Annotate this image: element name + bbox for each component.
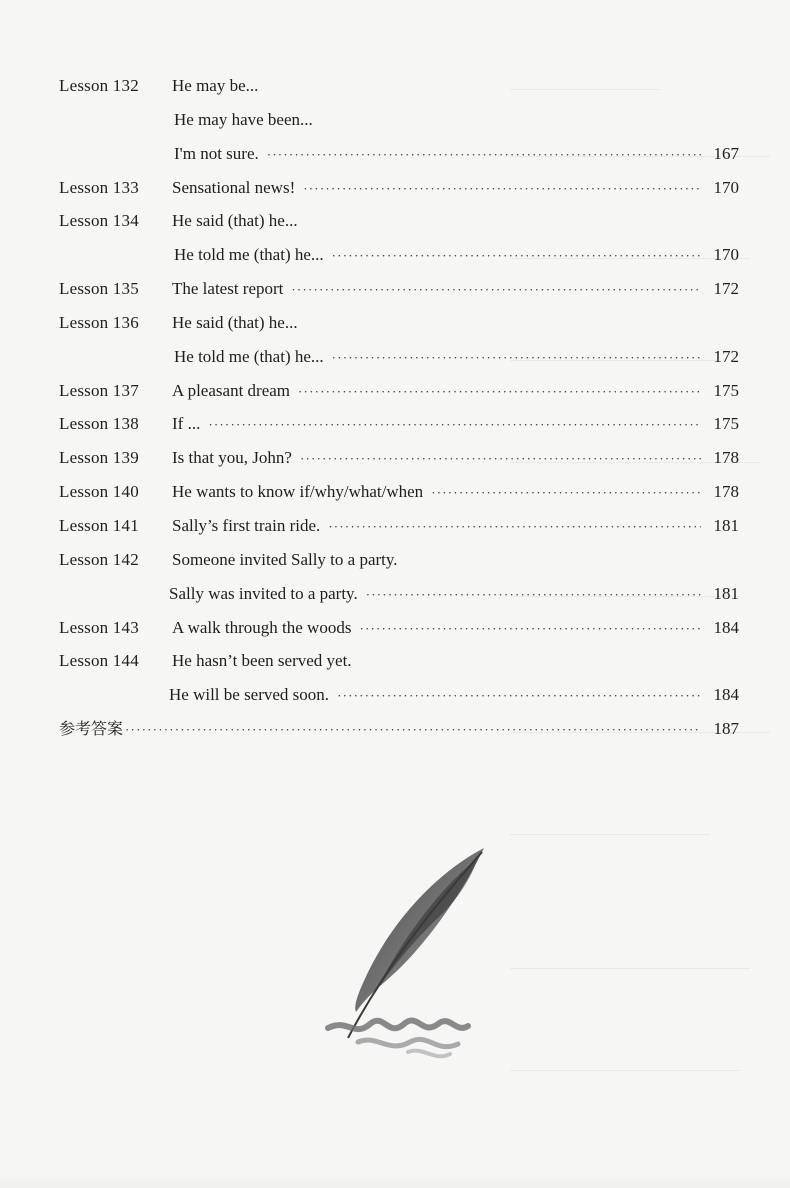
dot-leader	[431, 476, 701, 510]
page-number: 175	[713, 414, 739, 434]
page-number: 178	[713, 482, 739, 502]
lesson-number: Lesson 136	[59, 312, 139, 332]
dot-leader	[125, 713, 701, 747]
lesson-number: Lesson 142	[59, 549, 139, 569]
lesson-title: He said (that) he...	[172, 211, 298, 231]
lesson-number: Lesson 134	[59, 211, 139, 231]
toc-entry	[172, 171, 739, 206]
lesson-title: The latest report	[172, 279, 284, 299]
dot-leader	[359, 612, 701, 646]
toc-row-answers[interactable]	[59, 712, 739, 746]
toc-entry	[172, 644, 739, 678]
dot-leader	[303, 172, 701, 206]
dot-leader	[328, 510, 701, 544]
lesson-title: Sensational news!	[172, 177, 296, 197]
lesson-title: Sally was invited to a party.	[169, 583, 358, 603]
toc-row[interactable]	[59, 611, 739, 645]
lesson-title: He said (that) he...	[172, 312, 298, 332]
toc-row[interactable]	[59, 171, 739, 205]
page-number: 178	[713, 448, 739, 468]
dot-leader	[366, 578, 701, 612]
lesson-title: He may have been...	[174, 109, 313, 129]
toc-entry	[174, 137, 739, 172]
lesson-number: Lesson 139	[59, 448, 139, 468]
toc-row[interactable]	[59, 441, 739, 475]
dot-leader	[332, 341, 701, 375]
lesson-number: Lesson 135	[59, 279, 139, 299]
toc-row[interactable]	[59, 137, 739, 171]
dot-leader	[267, 138, 701, 172]
page-number: 181	[713, 583, 739, 603]
dot-leader	[291, 273, 701, 307]
lesson-title: A pleasant dream	[172, 380, 291, 400]
lesson-title: He will be served soon.	[169, 685, 330, 705]
toc-entry	[59, 712, 739, 747]
page-number: 170	[713, 177, 739, 197]
lesson-number: Lesson 133	[59, 177, 139, 197]
dot-leader	[298, 375, 701, 409]
ink-scribble	[408, 1051, 450, 1057]
table-of-contents	[59, 69, 739, 746]
toc-row[interactable]	[59, 475, 739, 509]
toc-entry	[172, 407, 739, 442]
dot-leader	[332, 239, 701, 273]
lesson-title: I'm not sure.	[174, 143, 259, 163]
page-number: 184	[713, 617, 739, 637]
toc-row[interactable]	[59, 340, 739, 374]
lesson-number: Lesson 137	[59, 380, 139, 400]
page-number: 181	[713, 515, 739, 535]
dot-leader	[208, 408, 701, 442]
toc-row[interactable]	[59, 577, 739, 611]
page-number: 172	[713, 346, 739, 366]
toc-entry	[172, 611, 739, 646]
ink-scribble	[358, 1039, 458, 1046]
toc-entry	[172, 509, 739, 544]
toc-row[interactable]	[59, 407, 739, 441]
page-number: 187	[713, 719, 739, 739]
ink-scribble	[328, 1021, 468, 1030]
toc-entry	[172, 272, 739, 307]
dot-leader	[300, 442, 701, 476]
lesson-title: He told me (that) he...	[174, 346, 324, 366]
lesson-title: A walk through the woods	[172, 617, 352, 637]
toc-entry	[174, 340, 739, 375]
lesson-title: Is that you, John?	[172, 448, 292, 468]
lesson-title: Someone invited Sally to a party.	[172, 549, 398, 569]
toc-row[interactable]	[59, 374, 739, 408]
toc-entry	[172, 475, 739, 510]
lesson-number: Lesson 141	[59, 515, 139, 535]
toc-row[interactable]	[59, 238, 739, 272]
toc-entry	[174, 238, 739, 273]
page-number: 172	[713, 279, 739, 299]
toc-entry	[169, 678, 739, 713]
toc-row[interactable]	[59, 272, 739, 306]
dot-leader	[337, 679, 701, 713]
toc-entry	[172, 543, 739, 577]
lesson-title: He hasn’t been served yet.	[172, 651, 352, 671]
feather-quill-icon	[318, 842, 498, 1072]
answers-title: 参考答案	[59, 719, 124, 739]
toc-entry	[172, 204, 739, 238]
page-number: 184	[713, 685, 739, 705]
toc-entry	[172, 69, 739, 103]
toc-row[interactable]	[59, 509, 739, 543]
page-number: 170	[713, 245, 739, 265]
lesson-title: Sally’s first train ride.	[172, 515, 321, 535]
lesson-title: He told me (that) he...	[174, 245, 324, 265]
toc-entry	[172, 306, 739, 340]
toc-row[interactable]	[59, 306, 739, 340]
lesson-title: If ...	[172, 414, 201, 434]
page-bottom-edge	[0, 1176, 790, 1188]
toc-row[interactable]	[59, 204, 739, 238]
toc-row[interactable]	[59, 543, 739, 577]
toc-row[interactable]	[59, 69, 739, 103]
lesson-title: He wants to know if/why/what/when	[172, 482, 424, 502]
lesson-number: Lesson 132	[59, 76, 139, 95]
toc-entry	[174, 103, 739, 137]
toc-row[interactable]	[59, 678, 739, 712]
page-number: 167	[713, 143, 739, 163]
toc-entry	[172, 374, 739, 409]
toc-row[interactable]	[59, 644, 739, 678]
toc-entry	[169, 577, 739, 612]
lesson-number: Lesson 140	[59, 482, 139, 502]
lesson-number: Lesson 143	[59, 617, 139, 637]
page-number: 175	[713, 380, 739, 400]
toc-entry	[172, 441, 739, 476]
lesson-title: He may be...	[172, 76, 259, 95]
lesson-number: Lesson 138	[59, 414, 139, 434]
toc-row[interactable]	[59, 103, 739, 137]
lesson-number: Lesson 144	[59, 651, 139, 671]
